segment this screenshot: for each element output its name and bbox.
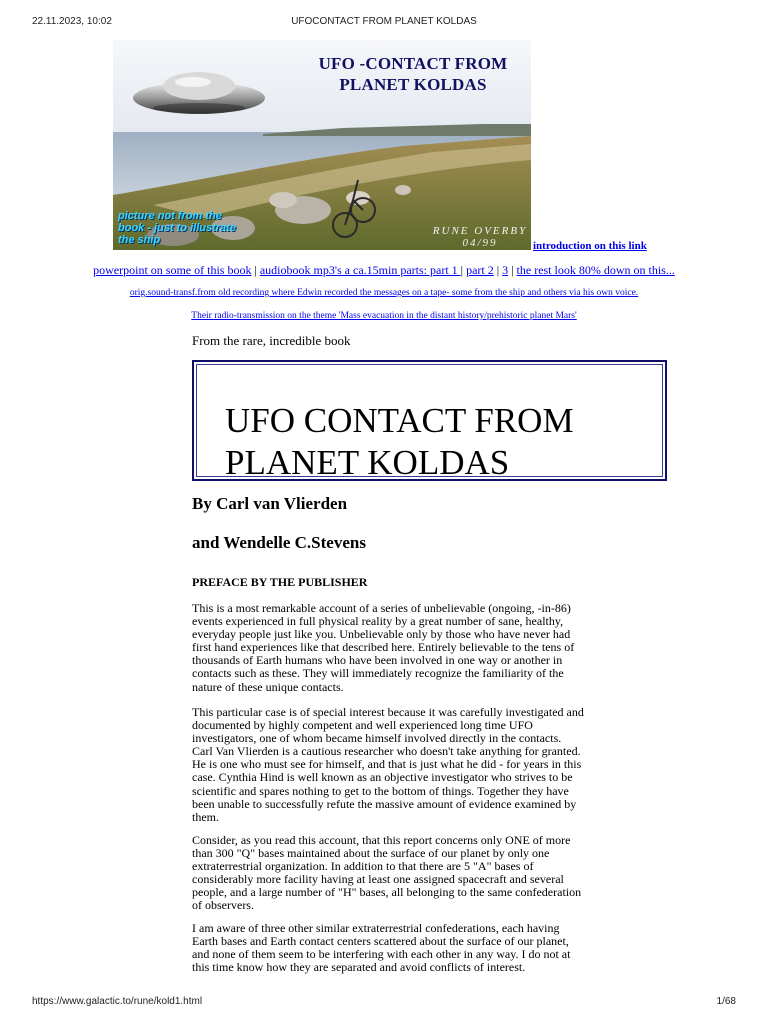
banner-signature <box>425 225 531 249</box>
separator: | <box>460 263 467 277</box>
radio-transmission-link[interactable]: Their radio-transmission on the theme 'Mass evacuation in the distant history/prehistoric planet Mars' <box>191 311 577 321</box>
preface-paragraph: Consider, as you read this account, that this report concerns only ONE of more than 300 "Q" bases maintained about the surface of our planet by only one extraterrestrial organization. In addition to that there are 5 "A" bases of considerably more facility having at least one assigned spacecraft and several people, and a large number of "H" bases, all belonging to the same confederation of observers. <box>192 833 582 913</box>
sound-transfer-row <box>0 288 768 298</box>
banner-title-line-2: PLANET KOLDAS <box>339 75 487 94</box>
audiobook-part-3-link[interactable]: 3 <box>502 263 509 277</box>
preface-heading: PREFACE BY THE PUBLISHER <box>192 575 368 589</box>
rest-of-book-link[interactable]: the rest look 80% down on this... <box>516 263 675 277</box>
separator: | <box>254 263 260 277</box>
banner-title-line-1: UFO -CONTACT FROM <box>318 54 508 73</box>
banner-signature-date: 04/99 <box>462 237 498 249</box>
book-title-line-2: PLANET KOLDAS <box>225 443 510 482</box>
powerpoint-link[interactable]: powerpoint on some of this book <box>93 263 252 277</box>
author-secondary: and Wendelle C.Stevens <box>192 533 366 552</box>
print-url: https://www.galactic.to/rune/kold1.html <box>32 996 203 1007</box>
audiobook-part-2-link[interactable]: part 2 <box>466 263 494 277</box>
introduction-link[interactable]: introduction on this link <box>533 240 647 252</box>
banner-signature-name: RUNE OVERBY <box>432 225 528 237</box>
book-title-box <box>192 360 667 481</box>
book-title-line-1: UFO CONTACT FROM <box>225 401 574 440</box>
banner-caption: picture not from the book - just to illustrate the ship <box>118 210 236 246</box>
media-links-row <box>0 263 768 278</box>
preface-paragraph: This particular case is of special interest because it was carefully investigated and documented by highly competent and well experienced long time UFO investigators, one of whom became himself involved directly in the contacts. Carl Van Vlierden is a cautious researcher who doesn't take anything for granted. He is one who must see for himself, and that is just what he did - for years in this case. Cynthia Hind is well known as an objective investigator who strives to be scientific and spares nothing to get to the bottom of things. Together they have been unable to successfully refute the massive amount of evidence examined by them. <box>192 705 584 824</box>
book-title <box>225 400 645 484</box>
author-primary: By Carl van Vlierden <box>192 494 348 513</box>
preface-paragraph: This is a most remarkable account of a series of unbelievable (ongoing, -in-86) events experienced in full physical reality by a great number of sane, healthy, everyday people just like you. Unbelievable only by those who have never had first hand experiences like that described here. Entirely believable to the tens of thousands of Earth humans who have been involved in one way or another in contacts such as these. They will immediately recognize the familiarity of the nature of these unique contacts. <box>192 601 575 694</box>
preface-paragraph: I am aware of three other similar extraterrestrial confederations, each having Earth bases and Earth contact centers scattered about the surface of our planet, and none of them seem to be interfering with each other in any way. I do not at this time know how they are separated and avoid conflicts of interest. <box>192 921 571 975</box>
separator: | <box>496 263 503 277</box>
radio-transmission-row <box>0 311 768 321</box>
print-page-number: 1/68 <box>716 996 736 1007</box>
sound-transfer-link[interactable]: orig.sound-transf.from old recording where Edwin recorded the messages on a tape- some from the ship and others via his own voice. <box>129 288 639 298</box>
book-intro-text: From the rare, incredible book <box>192 333 351 348</box>
print-datetime: 22.11.2023, 10:02 <box>32 16 112 27</box>
banner-image <box>113 40 531 250</box>
separator: | <box>511 263 517 277</box>
audiobook-part-1-link[interactable]: audiobook mp3's a ca.15min parts: part 1 <box>259 263 461 277</box>
print-title: UFOCONTACT FROM PLANET KOLDAS <box>291 16 477 27</box>
